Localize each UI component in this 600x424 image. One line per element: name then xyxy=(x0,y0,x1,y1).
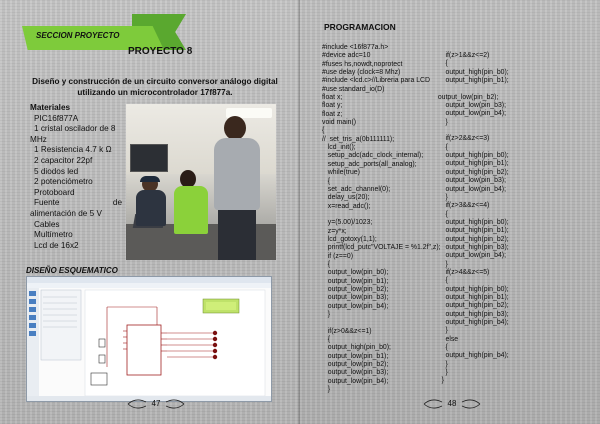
material-item: Cables xyxy=(34,219,60,229)
code-line: output_high(pin_b1); xyxy=(434,293,509,301)
code-line: output_low(pin_b1); xyxy=(322,352,389,360)
materials-heading: Materiales xyxy=(30,103,71,112)
code-line: if(z>1&&z<=2) xyxy=(434,52,490,59)
code-line: #use standard_io(D) xyxy=(322,85,385,93)
code-line: output_low(pin_b3); xyxy=(434,177,507,185)
code-line: // set_tris_a(0b111111); xyxy=(322,135,395,143)
code-line: } xyxy=(322,386,331,394)
code-line: output_low(pin_b4); xyxy=(434,110,507,118)
code-line: output_low(pin_b4); xyxy=(322,302,389,310)
code-line: while(true) xyxy=(322,169,360,177)
code-line: if (z==0) xyxy=(322,252,354,260)
code-line: { xyxy=(322,127,325,135)
code-line: output_high(pin_b2); xyxy=(434,302,509,310)
material-item: MHz xyxy=(30,134,47,144)
code-line: output_high(pin_b4); xyxy=(434,352,509,360)
project-title: PROYECTO 8 xyxy=(128,46,193,57)
code-line: #include <16f877a.h> xyxy=(322,44,389,51)
lab-photo xyxy=(126,104,276,260)
code-line xyxy=(322,211,441,219)
material-item: 1 cristal oscilador de 8 xyxy=(34,124,116,134)
material-item: 5 diodos led xyxy=(34,166,79,176)
code-line: float z; xyxy=(322,110,343,118)
code-line: printf(lcd_putc"VOLTAJE = %1.2f",z); xyxy=(322,244,441,252)
code-line: { xyxy=(434,344,448,352)
code-line: output_high(pin_b2); xyxy=(434,235,509,243)
material-item: 2 capacitor 22pf xyxy=(34,155,93,165)
code-line: #include <lcd.c>//Libreria para LCD xyxy=(322,77,431,85)
code-line: if(z>4&&z<=5) xyxy=(434,268,490,276)
code-line: } xyxy=(434,369,448,377)
code-line: output_low(pin_b0); xyxy=(322,269,389,277)
code-line: output_low(pin_b3); xyxy=(434,102,507,110)
code-line: output_low(pin_b2); xyxy=(322,285,389,293)
code-line: #fuses hs,nowdt,noprotect xyxy=(322,60,403,68)
code-line xyxy=(434,127,509,135)
code-line: if(z>3&&z<=4) xyxy=(434,202,490,210)
code-line: output_low(pin_b2); xyxy=(434,93,499,101)
code-line: } xyxy=(434,260,448,268)
material-item xyxy=(30,198,122,209)
page-number-left xyxy=(126,396,186,412)
code-line: if(z>0&&z<=1) xyxy=(322,327,372,335)
material-item: Lcd de 16x2 xyxy=(34,240,79,250)
code-line: output_low(pin_b3); xyxy=(322,369,389,377)
code-line: output_high(pin_b0); xyxy=(434,218,509,226)
code-line: { xyxy=(434,210,448,218)
code-line: if(z>2&&z<=3) xyxy=(434,135,490,143)
schematic-drawing xyxy=(27,277,271,401)
code-line: output_high(pin_b0); xyxy=(434,152,509,160)
code-line: output_high(pin_b2); xyxy=(434,168,509,176)
material-item: PIC16f877A xyxy=(34,113,79,123)
code-line: output_low(pin_b3); xyxy=(322,294,389,302)
code-line: void main() xyxy=(322,119,357,127)
code-line: } xyxy=(434,193,448,201)
code-line: #use delay (clock=8 Mhz) xyxy=(322,69,401,77)
code-line: x=read_adc(); xyxy=(322,202,371,210)
code-line: } xyxy=(434,360,448,368)
code-line: set_adc_channel(0); xyxy=(322,185,391,193)
material-item-part: Fuente xyxy=(34,198,60,208)
code-line: { xyxy=(434,60,448,68)
monitor xyxy=(130,144,168,172)
code-line: setup_adc_ports(all_analog); xyxy=(322,160,417,168)
code-line xyxy=(434,85,509,93)
code-line: z=y*x; xyxy=(322,227,347,235)
schematic-label: DISEÑO ESQUEMATICO xyxy=(26,266,118,275)
code-line: output_high(pin_b3); xyxy=(434,310,509,318)
code-line: { xyxy=(434,143,448,151)
code-line xyxy=(322,319,441,327)
page-number-right xyxy=(422,396,482,412)
code-column-right xyxy=(434,52,509,386)
code-line: } xyxy=(434,327,448,335)
code-line: { xyxy=(434,277,448,285)
code-line: output_high(pin_b1); xyxy=(434,160,509,168)
code-line: setup_adc(adc_clock_internal); xyxy=(322,152,424,160)
code-line: else xyxy=(434,335,459,343)
page-number-text: 48 xyxy=(447,399,457,408)
code-line: output_low(pin_b4); xyxy=(434,185,507,193)
code-line: { xyxy=(322,177,331,185)
materials-items xyxy=(30,114,122,252)
code-line: { xyxy=(322,260,331,268)
material-item-part: de xyxy=(112,198,122,208)
project-subtitle: Diseño y construcción de un circuito conversor análogo digital utilizando un microcontrolador 17f877a. xyxy=(32,77,278,97)
code-line: output_high(pin_b1); xyxy=(434,77,509,85)
code-line: } xyxy=(434,118,448,126)
materials-list xyxy=(30,103,122,251)
code-line: output_low(pin_b4); xyxy=(434,252,507,260)
code-line: output_low(pin_b1); xyxy=(322,277,389,285)
material-item: 2 potenciómetro xyxy=(34,177,93,187)
code-line: output_high(pin_b3); xyxy=(434,243,509,251)
banner-text: SECCION PROYECTO xyxy=(36,31,120,40)
code-line: } xyxy=(434,377,444,385)
code-line: output_high(pin_b0); xyxy=(434,68,509,76)
code-line: output_low(pin_b4); xyxy=(322,377,389,385)
code-line: { xyxy=(322,336,331,344)
programming-title: PROGRAMACION xyxy=(324,22,396,32)
code-line: y=(5.00)/1023; xyxy=(322,219,373,227)
code-line: output_high(pin_b0); xyxy=(434,285,509,293)
code-line: output_high(pin_b4); xyxy=(434,319,509,326)
code-line: float x; xyxy=(322,94,343,102)
page-number-text: 47 xyxy=(151,399,161,408)
code-line: } xyxy=(322,311,331,318)
code-line: lcd_gotoxy(1,1); xyxy=(322,235,377,243)
code-line: output_high(pin_b0); xyxy=(322,344,391,352)
material-item: Protoboard xyxy=(34,187,75,197)
code-column-left xyxy=(322,44,441,394)
code-line: output_high(pin_b1); xyxy=(434,227,509,235)
code-line: output_low(pin_b2); xyxy=(322,361,389,369)
right-page xyxy=(300,0,600,424)
material-item: alimentación de 5 V xyxy=(30,208,102,218)
code-line: lcd_init(); xyxy=(322,144,356,152)
code-line: delay_us(20); xyxy=(322,194,370,202)
code-line: float y; xyxy=(322,102,343,110)
material-item: Multímetro xyxy=(34,230,73,240)
material-item: 1 Resistencia 4.7 k Ω xyxy=(34,145,112,155)
code-line: #device adc=10 xyxy=(322,52,371,60)
schematic-screenshot xyxy=(26,276,272,402)
